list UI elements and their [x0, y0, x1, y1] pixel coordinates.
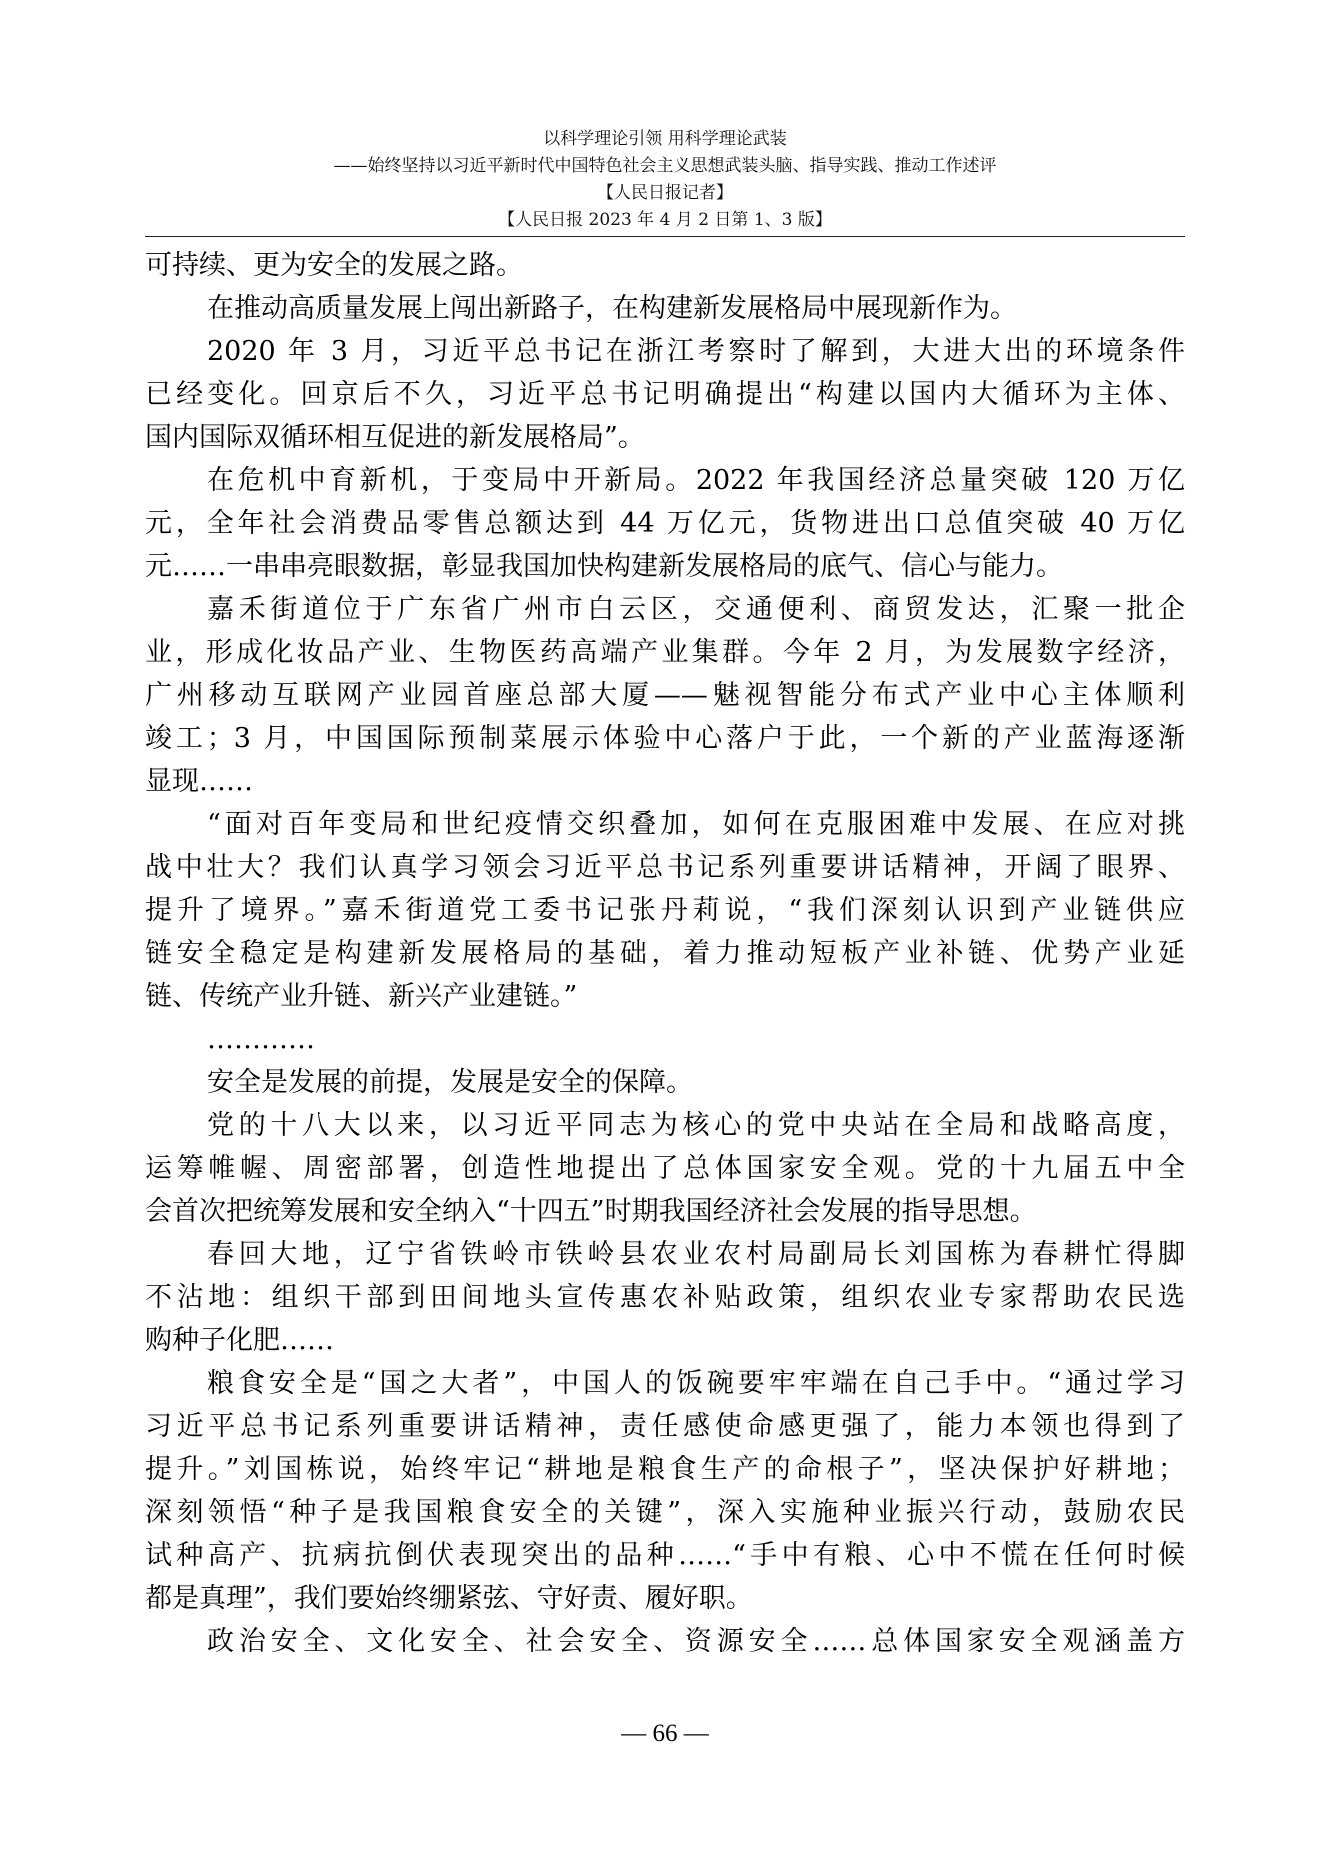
- body-line: 嘉禾街道位于广东省广州市白云区，交通便利、商贸发达，汇聚一批企: [207, 594, 1185, 625]
- page-number: — 66 —: [621, 1720, 709, 1747]
- body-line: 广州移动互联网产业园首座总部大厦——魅视智能分布式产业中心主体顺利: [145, 680, 1185, 711]
- body-line: 链、传统产业升链、新兴产业建链。”: [145, 981, 578, 1012]
- body-line: 都是真理”，我们要始终绷紧弦、守好责、履好职。: [145, 1583, 753, 1614]
- article-body: [145, 244, 1185, 1663]
- body-line: 粮食安全是“国之大者”，中国人的饭碗要牢牢端在自己手中。“通过学习: [207, 1368, 1185, 1399]
- body-line: 习近平总书记系列重要讲话精神，责任感使命感更强了，能力本领也得到了: [145, 1411, 1185, 1442]
- body-line: 试种高产、抗病抗倒伏表现突出的品种……“手中有粮、心中不慌在任何时候: [145, 1540, 1185, 1571]
- body-line: 安全是发展的前提，发展是安全的保障。: [207, 1067, 693, 1098]
- body-line: 2020 年 3 月，习近平总书记在浙江考察时了解到，大进大出的环境条件: [207, 336, 1185, 367]
- body-line: 在推动高质量发展上闯出新路子，在构建新发展格局中展现新作为。: [207, 293, 1017, 324]
- body-line: …………: [207, 1024, 315, 1055]
- body-line: 深刻领悟“种子是我国粮食安全的关键”，深入实施种业振兴行动，鼓励农民: [145, 1497, 1185, 1528]
- article-subtitle: ——始终坚持以习近平新时代中国特色社会主义思想武装头脑、指导实践、推动工作述评: [333, 156, 997, 176]
- body-line: 显现……: [145, 766, 253, 797]
- article-title: 以科学理论引领 用科学理论武装: [543, 129, 787, 149]
- body-line: 元，全年社会消费品零售总额达到 44 万亿元，货物进出口总值突破 40 万亿: [145, 508, 1185, 539]
- body-line: 运筹帷幄、周密部署，创造性地提出了总体国家安全观。党的十九届五中全: [145, 1153, 1185, 1184]
- body-line: 链安全稳定是构建新发展格局的基础，着力推动短板产业补链、优势产业延: [145, 938, 1185, 969]
- header-divider: [145, 236, 1185, 237]
- body-line: 提升。”刘国栋说，始终牢记“耕地是粮食生产的命根子”，坚决保护好耕地；: [145, 1454, 1185, 1485]
- body-line: 在危机中育新机，于变局中开新局。2022 年我国经济总量突破 120 万亿: [207, 465, 1185, 496]
- article-author: 【人民日报记者】: [597, 183, 733, 203]
- body-line: 竣工；3 月，中国国际预制菜展示体验中心落户于此，一个新的产业蓝海逐渐: [145, 723, 1185, 754]
- body-line: 春回大地，辽宁省铁岭市铁岭县农业农村局副局长刘国栋为春耕忙得脚: [207, 1239, 1185, 1270]
- body-line: 已经变化。回京后不久，习近平总书记明确提出“构建以国内大循环为主体、: [145, 379, 1185, 410]
- body-line: 战中壮大？我们认真学习领会习近平总书记系列重要讲话精神，开阔了眼界、: [145, 852, 1185, 883]
- body-line: 党的十八大以来，以习近平同志为核心的党中央站在全局和战略高度，: [207, 1110, 1185, 1141]
- body-line: 提升了境界。”嘉禾街道党工委书记张丹莉说，“我们深刻认识到产业链供应: [145, 895, 1185, 926]
- body-line: 不沾地：组织干部到田间地头宣传惠农补贴政策，组织农业专家帮助农民选: [145, 1282, 1185, 1313]
- body-line: 会首次把统筹发展和安全纳入“十四五”时期我国经济社会发展的指导思想。: [145, 1196, 1037, 1227]
- body-line: “面对百年变局和世纪疫情交织叠加，如何在克服困难中发展、在应对挑: [207, 809, 1185, 840]
- body-line: 政治安全、文化安全、社会安全、资源安全……总体国家安全观涵盖方: [207, 1626, 1185, 1657]
- article-source: 【人民日报 2023 年 4 月 2 日第 1、3 版】: [498, 210, 832, 230]
- body-line: 业，形成化妆品产业、生物医药高端产业集群。今年 2 月，为发展数字经济，: [145, 637, 1185, 668]
- body-line: 购种子化肥……: [145, 1325, 334, 1356]
- body-line: 元……一串串亮眼数据，彰显我国加快构建新发展格局的底气、信心与能力。: [145, 551, 1063, 582]
- body-line: 可持续、更为安全的发展之路。: [145, 250, 523, 281]
- body-line: 国内国际双循环相互促进的新发展格局”。: [145, 422, 645, 453]
- document-header: [145, 126, 1185, 234]
